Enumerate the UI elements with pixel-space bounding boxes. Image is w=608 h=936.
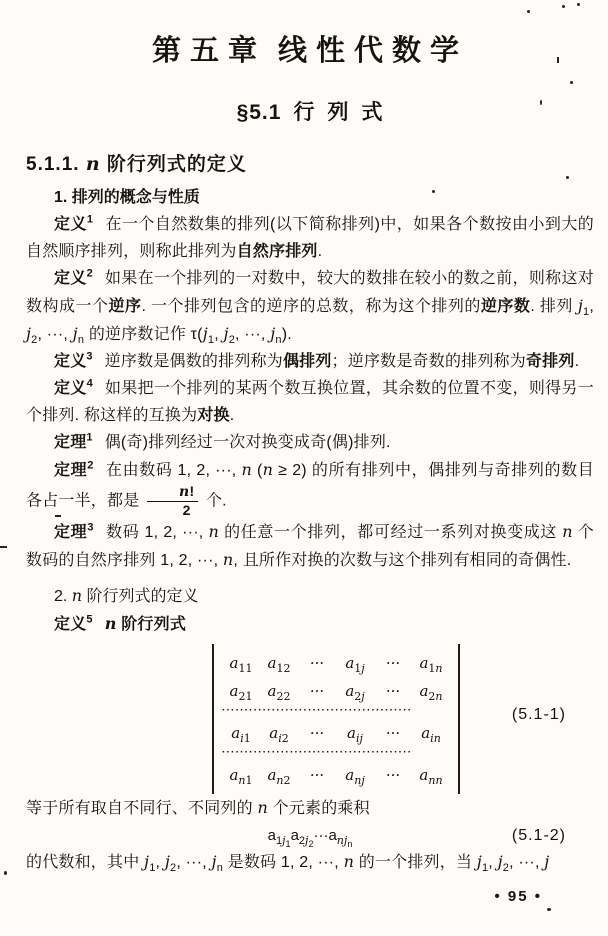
matrix-cell: $a_{i1}$ xyxy=(231,724,251,746)
matrix-cell: ··· xyxy=(385,654,401,673)
paragraph-theorem-2: 定理$^2$ 在由数码 1, 2, ···, n (n ≥ 2) 的所有排列中，偶排列与奇排列的数目各占一半，都是 $\frac{n!}{2}$ 个. xyxy=(26,459,594,519)
matrix-cell: $a_{2n}$ xyxy=(419,682,443,704)
matrix-cell: ··· xyxy=(385,682,401,701)
scan-speck xyxy=(570,81,573,84)
chapter-title: 第五章 线性代数学 xyxy=(151,35,469,67)
matrix-cell: ··· xyxy=(309,724,325,743)
matrix-cell: ··· xyxy=(385,724,401,743)
matrix-cell: $a_{n2}$ xyxy=(267,766,291,788)
matrix-cell: $a_{nn}$ xyxy=(419,766,443,788)
matrix-cell: $a_{n1}$ xyxy=(229,766,253,788)
matrix-cell: $a_{i2}$ xyxy=(269,724,289,746)
paragraph-algebraic-sum: 的代数和，其中 $j_1$, $j_2$, ···, $j_n$ 是数码 1, 2, ···, n 的一个排列，当 $j_1$, $j_2$, ···, j xyxy=(26,852,550,875)
matrix-dots-row: ·········································· xyxy=(222,705,413,717)
paragraph-definition-1: 定义$^1$ 在一个自然数集的排列(以下简称排列)中，如果各个数按由小到大的自然顺序排列，则称此排列为自然序排列. xyxy=(26,213,595,260)
matrix-cell: $a_{2j}$ xyxy=(345,682,365,704)
scan-speck xyxy=(566,176,569,179)
scan-speck xyxy=(527,10,530,13)
scan-speck xyxy=(4,871,7,875)
scan-speck xyxy=(540,100,542,105)
paragraph-theorem-1: 定理$^1$ 偶(奇)排列经过一次对换变成奇(偶)排列. xyxy=(54,431,391,451)
matrix-row xyxy=(222,649,450,677)
matrix-cell: $a_{22}$ xyxy=(267,682,291,704)
paragraph-definition-3: 定义$^3$ 逆序数是偶数的排列称为偶排列；逆序数是奇数的排列称为奇排列. xyxy=(54,350,580,370)
matrix-cell: $a_{1n}$ xyxy=(419,654,443,676)
scan-mark xyxy=(55,515,61,517)
scan-speck xyxy=(432,190,435,193)
subsection-heading: 5.1.1. n 阶行列式的定义 xyxy=(26,153,247,175)
paragraph-theorem-3: 定理$^3$ 数码 1, 2, ···, n 的任意一个排列，都可经过一系列对换变成这 n 个数码的自然序排列 1, 2, ···, n, 且所作对换的次数与这个排列有相同的奇偶性. xyxy=(26,521,594,570)
matrix-dots-row: ·········································· xyxy=(222,747,413,759)
matrix-cell: $a_{12}$ xyxy=(267,654,291,676)
paragraph-definition-5: 定义$^5$ n 阶行列式 xyxy=(54,613,187,634)
determinant-block xyxy=(26,642,594,794)
paragraph-definition-2: 定义$^2$ 如果在一个排列的一对数中，较大的数排在较小的数之前，则称这对数构成一个逆序. 一个排列包含的逆序的总数，称为这个排列的逆序数. 排列 $j_1$, $j_2$, ···, $j_n$ 的逆序数记作 $\tau(j_1$, $j_2$, ···, $j_n$). xyxy=(26,267,594,347)
matrix-cell: $a_{21}$ xyxy=(229,682,253,704)
matrix-cell: ··· xyxy=(309,766,325,785)
section-title: §5.1 行 列 式 xyxy=(236,101,384,124)
formula-block xyxy=(26,824,594,848)
matrix-cell: $a_{1j}$ xyxy=(345,654,365,676)
list-heading-determinant-definition: 2. n 阶行列式的定义 xyxy=(54,586,199,606)
paragraph-definition-4: 定义$^4$ 如果把一个排列的某两个数互换位置，其余数的位置不变，则得另一个排列. 称这样的互换为对换. xyxy=(26,377,594,424)
matrix-row xyxy=(222,719,450,747)
equation-label-1: (5.1-1) xyxy=(511,706,566,724)
scan-speck xyxy=(562,5,565,8)
matrix-row xyxy=(222,677,450,705)
scan-speck xyxy=(547,908,551,911)
paragraph-product-intro: 等于所有取自不同行、不同列的 n 个元素的乘积 xyxy=(26,798,370,818)
matrix-cell: $a_{nj}$ xyxy=(345,766,365,788)
matrix-cell: ··· xyxy=(309,654,325,673)
matrix-row xyxy=(222,761,450,789)
matrix-cell: $a_{in}$ xyxy=(421,724,441,746)
scan-speck xyxy=(577,3,580,6)
matrix-cell: $a_{ij}$ xyxy=(347,724,363,746)
equation-label-2: (5.1-2) xyxy=(511,827,566,845)
matrix-cell: ··· xyxy=(309,682,325,701)
determinant-matrix xyxy=(212,644,460,794)
page-number: • 95 • xyxy=(494,888,542,906)
matrix-cell: ··· xyxy=(385,766,401,785)
matrix-cell: $a_{11}$ xyxy=(229,654,253,676)
list-heading-permutations: 1. 排列的概念与性质 xyxy=(54,189,200,206)
scan-mark xyxy=(0,546,7,548)
formula-expression: $a_{1j_1}a_{2j_2}\cdot\cdot\cdot a_{nj_n}$ xyxy=(267,827,353,850)
scan-mark xyxy=(557,57,559,63)
